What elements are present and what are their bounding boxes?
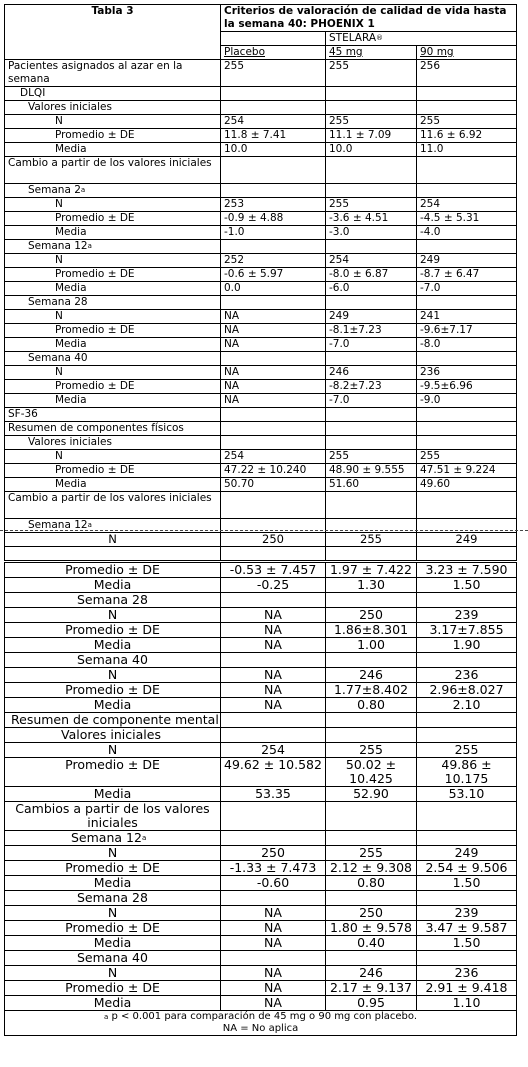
page-break-line (0, 530, 528, 531)
table-row: Media NA 0.80 2.10 (5, 698, 517, 713)
table-row: N 250 255 249 (5, 846, 517, 861)
table-title: Criterios de valoración de calidad de vida hasta la semana 40: PHOENIX 1 (221, 5, 517, 32)
section-row: Semana 40 (5, 951, 517, 966)
table-row: Promedio ± DE NA 1.80 ± 9.578 3.47 ± 9.587 (5, 921, 517, 936)
table-row: Media -0.25 1.30 1.50 (5, 578, 517, 593)
table-row: N 254 255 255 (5, 115, 517, 129)
stelara-header: STELARA® (326, 32, 517, 46)
section-row: Semana 12$^a$ (5, 519, 517, 533)
quality-of-life-table-part1 (4, 4, 517, 561)
table-row: Promedio ± DE NA -8.2±7.23 -9.5±6.96 (5, 380, 517, 394)
table-row: Promedio ± DE -0.9 ± 4.88 -3.6 ± 4.51 -4.5 ± 5.31 (5, 212, 517, 226)
table-row: N NA 250 239 (5, 906, 517, 921)
quality-of-life-table-part2 (4, 562, 517, 1036)
table-row: N NA 246 236 (5, 966, 517, 981)
table-row: Promedio ± DE 49.62 ± 10.582 50.02 ± 10.425 49.86 ± 10.175 (5, 758, 517, 787)
table-row: Promedio ± DE 11.8 ± 7.41 11.1 ± 7.09 11.6 ± 6.92 (5, 129, 517, 143)
section-row: Resumen de componentes físicos (5, 422, 517, 436)
section-row: Semana 12$^a$ (5, 240, 517, 254)
table-row: Media -1.0 -3.0 -4.0 (5, 226, 517, 240)
table-row: Media 10.0 10.0 11.0 (5, 143, 517, 157)
section-row: Cambios a partir de los valores iniciales (5, 802, 517, 831)
section-row: Semana 28 (5, 891, 517, 906)
table-row: Media NA 0.40 1.50 (5, 936, 517, 951)
section-row: Cambio a partir de los valores iniciales (5, 157, 517, 184)
table-row: Promedio ± DE NA 2.17 ± 9.137 2.91 ± 9.418 (5, 981, 517, 996)
dose-45-header: 45 mg (326, 46, 417, 60)
table-label: Tabla 3 (5, 5, 221, 60)
table-row: Media 0.0 -6.0 -7.0 (5, 282, 517, 296)
table-row: Media 53.35 52.90 53.10 (5, 787, 517, 802)
section-row: SF-36 (5, 408, 517, 422)
section-row: Semana 28 (5, 296, 517, 310)
footnote (5, 1011, 517, 1036)
table-row: Promedio ± DE NA -8.1±7.23 -9.6±7.17 (5, 324, 517, 338)
table-header-row (5, 5, 517, 32)
table-row: Promedio ± DE 47.22 ± 10.240 48.90 ± 9.555 47.51 ± 9.224 (5, 464, 517, 478)
table-row: Media 50.70 51.60 49.60 (5, 478, 517, 492)
table-row: N 250 255 249 (5, 533, 517, 547)
table-row: Promedio ± DE -1.33 ± 7.473 2.12 ± 9.308 2.54 ± 9.506 (5, 861, 517, 876)
table-row: N NA 249 241 (5, 310, 517, 324)
registered-mark: ® (376, 34, 384, 42)
table-row: Media NA -7.0 -8.0 (5, 338, 517, 352)
table-row: Media NA 1.00 1.90 (5, 638, 517, 653)
footnote-line-1: $^a$ p < 0.001 para comparación de 45 mg o 90 mg con placebo. (103, 1011, 418, 1022)
footnote-line-2: NA = No aplica (222, 1023, 299, 1034)
section-row: Semana 2$^a$ (5, 184, 517, 198)
table-row: Promedio ± DE -0.6 ± 5.97 -8.0 ± 6.87 -8.7 ± 6.47 (5, 268, 517, 282)
table-row: Promedio ± DE NA 1.86±8.301 3.17±7.855 (5, 623, 517, 638)
section-row: Semana 12$^a$ (5, 831, 517, 846)
section-row: Semana 40 (5, 653, 517, 668)
table-row: Promedio ± DE -0.53 ± 7.457 1.97 ± 7.422 3.23 ± 7.590 (5, 563, 517, 578)
section-row: Semana 40 (5, 352, 517, 366)
table-row: N NA 246 236 (5, 366, 517, 380)
table-row: Pacientes asignados al azar en la semana 255 255 256 (5, 60, 517, 87)
table-row: Media NA -7.0 -9.0 (5, 394, 517, 408)
table-row: Media NA 0.95 1.10 (5, 996, 517, 1011)
table-row: N NA 250 239 (5, 608, 517, 623)
table-row: N 254 255 255 (5, 450, 517, 464)
section-row: Resumen de componente mental (5, 713, 517, 728)
section-row: Valores iniciales (5, 436, 517, 450)
section-row: DLQI (5, 87, 517, 101)
section-row: Semana 28 (5, 593, 517, 608)
table-row: Media -0.60 0.80 1.50 (5, 876, 517, 891)
placebo-header: Placebo (221, 46, 326, 60)
footnote-row (5, 1011, 517, 1036)
table-row: N 252 254 249 (5, 254, 517, 268)
dose-90-header: 90 mg (417, 46, 517, 60)
table-row: Promedio ± DE NA 1.77±8.402 2.96±8.027 (5, 683, 517, 698)
table-row: N NA 246 236 (5, 668, 517, 683)
table-row: N 253 255 254 (5, 198, 517, 212)
table-row: N 254 255 255 (5, 743, 517, 758)
section-row: Valores iniciales (5, 728, 517, 743)
section-row: Valores iniciales (5, 101, 517, 115)
section-row: Cambio a partir de los valores iniciales (5, 492, 517, 519)
